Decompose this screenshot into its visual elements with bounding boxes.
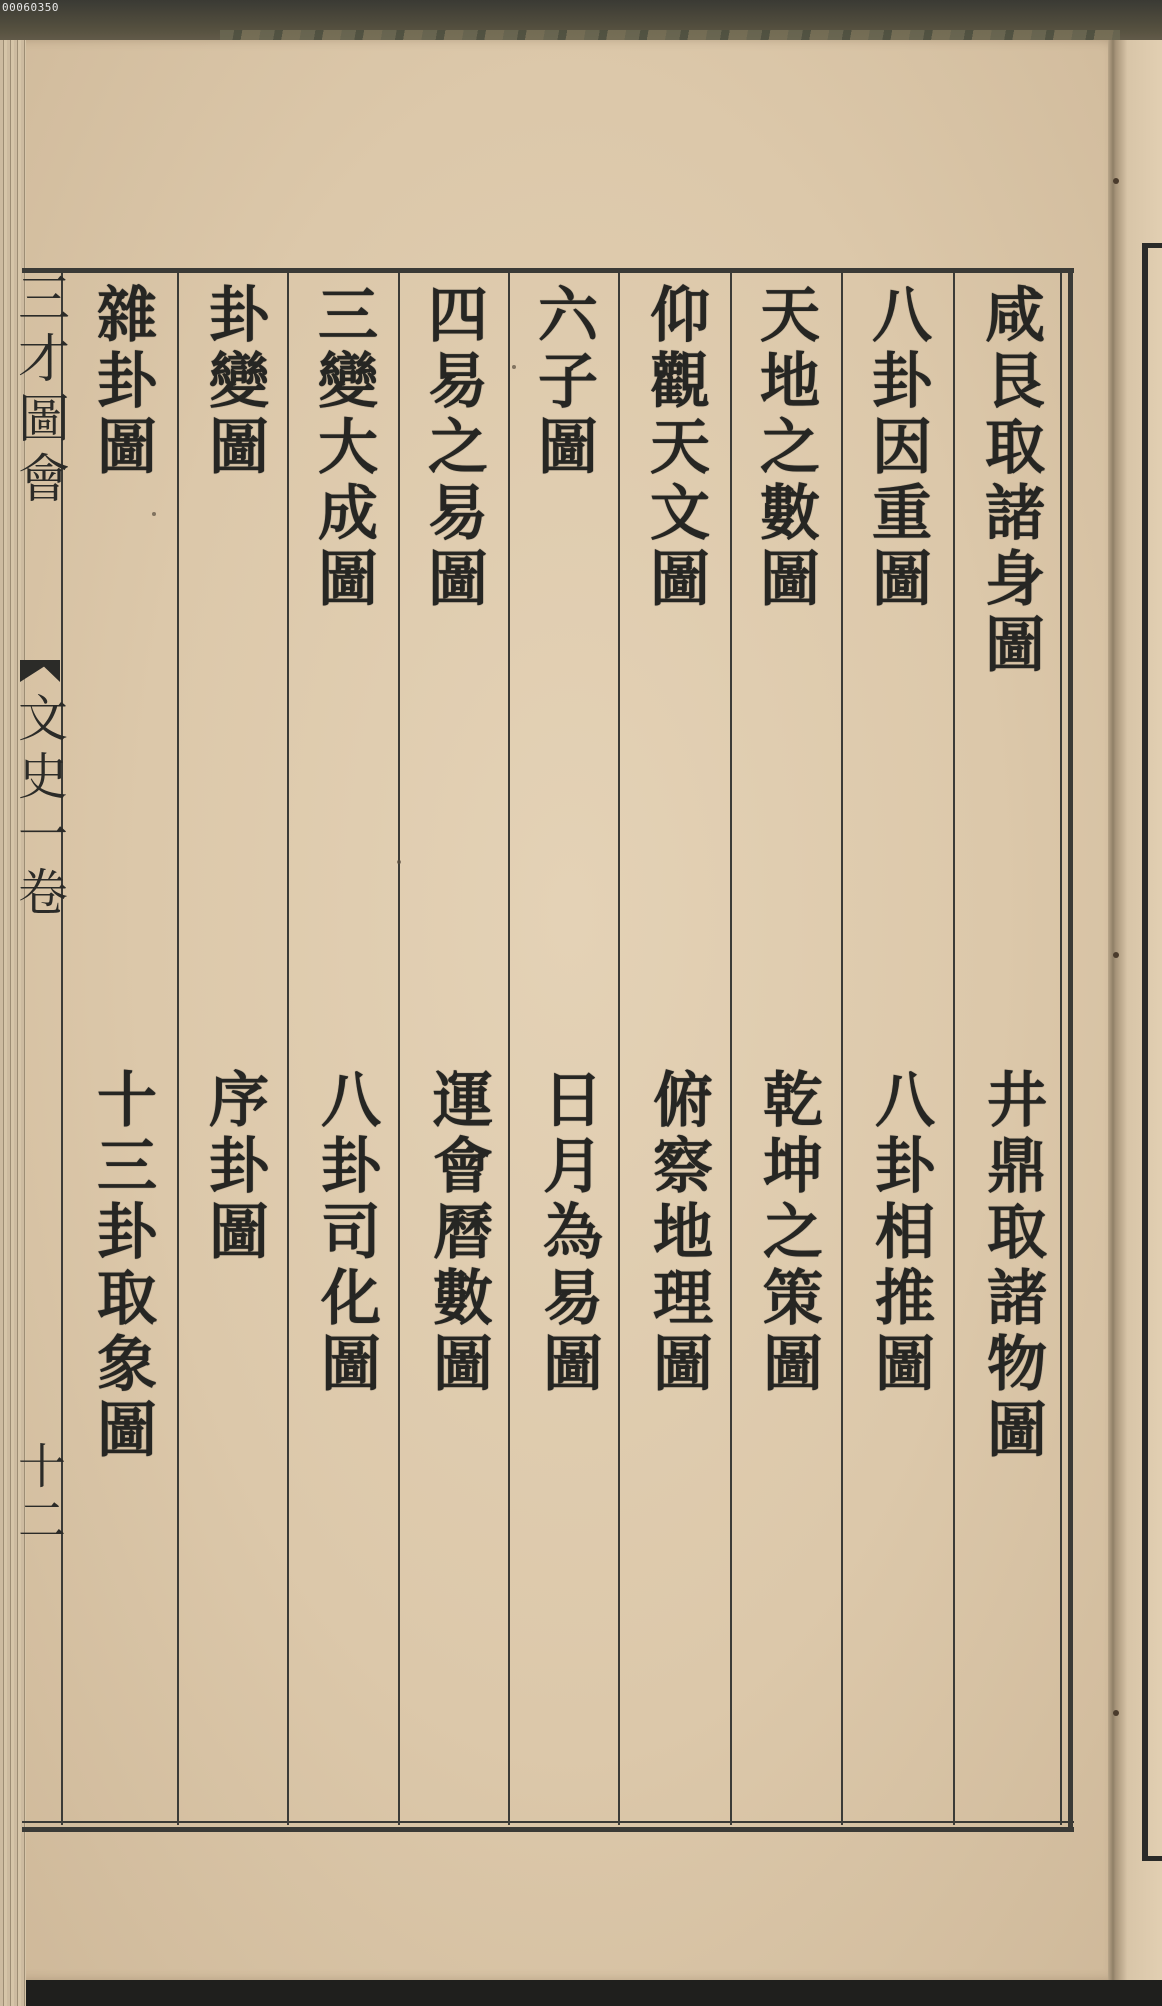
entry-bottom: 十三卦取象圖 [87,1068,157,1464]
entry-top: 雜卦圖 [87,283,157,481]
binding-hole [1113,1710,1119,1716]
entry-top: 四易之易圖 [418,283,488,613]
adjacent-page-frame-top [1142,243,1162,248]
column-divider [841,273,843,1825]
column-divider [398,273,400,1825]
fold-page-number: 十 二 [18,1439,67,1549]
entry-bottom: 序卦圖 [199,1068,269,1266]
paper-blemish [152,512,156,516]
entry-bottom: 日月為易圖 [533,1068,603,1398]
paper-blemish [397,860,401,864]
fold-section: 文 史 一 卷 [18,690,68,922]
entry-top: 六子圖 [528,283,598,481]
adjacent-page-frame [1142,245,1148,1860]
binding-hole [1113,952,1119,958]
entry-bottom: 八卦相推圖 [865,1068,935,1398]
binding-hole [1113,178,1119,184]
entry-top: 卦變圖 [199,283,269,481]
adjacent-page-frame-bottom [1142,1856,1162,1861]
column-divider [618,273,620,1825]
entry-top: 八卦因重圖 [862,283,932,613]
adjacent-page [1116,40,1162,1980]
entry-top: 三變大成圖 [308,283,378,613]
frame-top-rule [22,268,1074,273]
frame-right-rule [1068,270,1073,1830]
column-divider [508,273,510,1825]
column-divider [177,273,179,1825]
frame-right-inner-rule [1060,270,1062,1825]
entry-top: 天地之數圖 [750,283,820,613]
paper-blemish [512,365,516,369]
entry-top: 咸艮取諸身圖 [975,283,1045,679]
entry-bottom: 井鼎取諸物圖 [977,1068,1047,1464]
entry-bottom: 運會曆數圖 [423,1068,493,1398]
scan-id-label: 00060350 [2,1,59,14]
entry-top: 仰觀天文圖 [640,283,710,613]
column-divider [730,273,732,1825]
frame-bottom-rule [22,1827,1074,1832]
entry-bottom: 乾坤之策圖 [753,1068,823,1398]
entry-bottom: 俯察地理圖 [643,1068,713,1398]
column-divider [953,273,955,1825]
fold-title: 三 才 圖 會 [18,270,71,510]
frame-bottom-inner-rule [22,1821,1074,1823]
column-divider [287,273,289,1825]
entry-bottom: 八卦司化圖 [311,1068,381,1398]
